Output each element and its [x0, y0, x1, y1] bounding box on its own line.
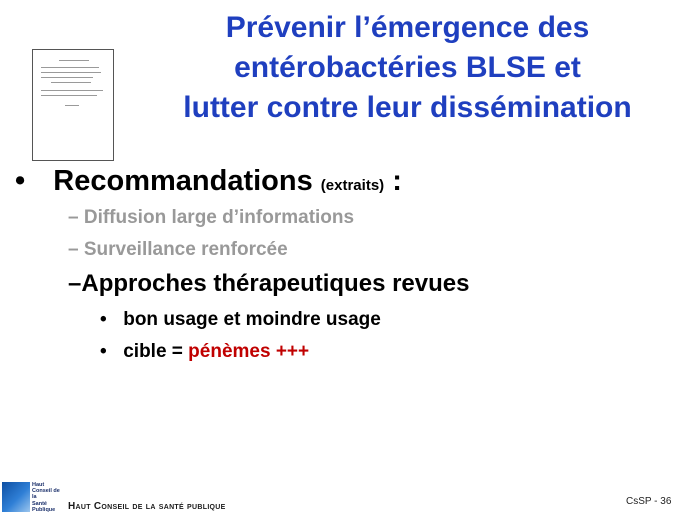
- logo-line: Conseil de la: [32, 488, 60, 501]
- bullet-level1: [15, 165, 402, 198]
- bullet-text: Surveillance renforcée: [83, 239, 288, 260]
- bullet-level3-item: [100, 341, 309, 363]
- organization-text: Haut Conseil de la santé publique: [68, 501, 226, 512]
- highlight-text: pénèmes +++: [188, 341, 310, 362]
- dash-marker: –: [68, 207, 79, 228]
- logo-mark: [2, 482, 30, 512]
- bullet-level3-item: [100, 309, 381, 331]
- bullet-text: bon usage et moindre usage: [123, 309, 381, 330]
- dash-marker: –: [68, 239, 79, 260]
- bullet-marker: •: [100, 309, 107, 330]
- logo-line: Santé: [32, 500, 47, 507]
- title-line-2: entérobactéries BLSE et: [234, 51, 581, 84]
- dash-marker: –: [68, 270, 82, 297]
- hcsp-logo: [2, 480, 62, 514]
- recommendations-label: Recommandations: [53, 165, 313, 197]
- bullet-text: Approches thérapeutiques revues: [81, 270, 470, 297]
- logo-text: [32, 482, 62, 513]
- bullet-text: Diffusion large d’informations: [83, 207, 355, 228]
- bullet-level2-item: [68, 270, 469, 298]
- bullet-level2-item: [68, 239, 288, 261]
- title-line-3: lutter contre leur dissémination: [183, 91, 632, 124]
- extracts-label: (extraits): [320, 177, 385, 194]
- logo-line: Publique: [32, 506, 56, 513]
- bullet-text: cible =: [123, 341, 189, 362]
- bullet-marker: •: [15, 165, 26, 197]
- bullet-marker: •: [100, 341, 107, 362]
- colon: :: [392, 165, 402, 197]
- page-number: CsSP - 36: [626, 496, 672, 507]
- title-line-1: Prévenir l’émergence des: [225, 11, 590, 44]
- organization-name: [68, 501, 226, 512]
- bullet-level2-item: [68, 207, 354, 229]
- logo-line: Haut: [32, 482, 45, 488]
